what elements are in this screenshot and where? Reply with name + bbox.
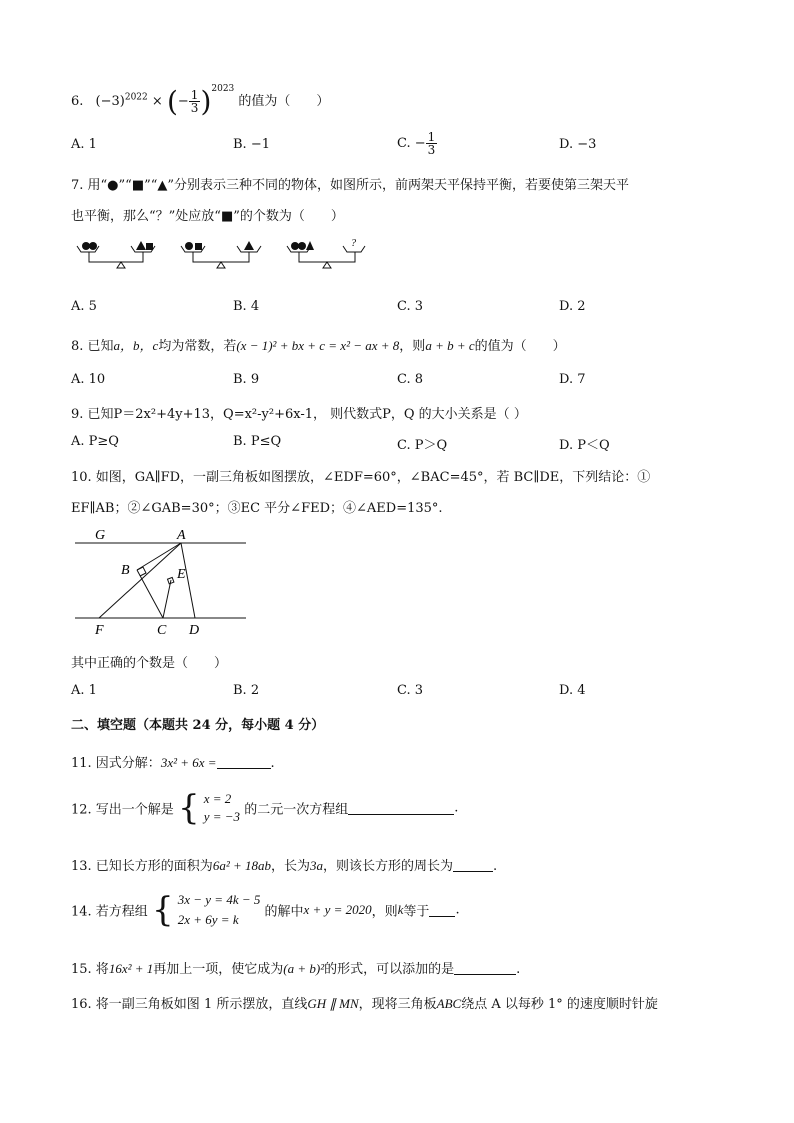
q7-option-c: C. 3 — [397, 299, 424, 314]
q6-option-d: D. −3 — [559, 137, 597, 152]
q8-option-b: B. 9 — [233, 372, 260, 387]
question-11: 11. 因式分解：3x² + 6x = . — [71, 755, 275, 771]
q14-answer-blank[interactable] — [429, 904, 455, 917]
q10-geometry-figure — [71, 524, 251, 639]
question-16: 16. 将一副三角板如图 1 所示摆放，直线GH ∥ MN，现将三角板ABC绕点 A 以每秒 1° 的速度顺时针旋 — [71, 996, 658, 1012]
q7-line2: 也平衡，那么“？”处应放“■”的个数为（ ） — [71, 209, 344, 224]
question-8: 8. 已知a，b，c均为常数，若(x − 1)² + bx + c = x² − ax + 8，则a + b + c的值为（ ） — [71, 338, 566, 354]
q7-option-a: A. 5 — [71, 299, 97, 314]
q10-line2: EF∥AB；②∠GAB=30°；③EC 平分∠FED；④∠AED=135°. — [71, 501, 443, 516]
q7-option-d: D. 2 — [559, 299, 586, 314]
q6-fraction: $\frac{1}{3}$ — [190, 88, 199, 115]
question-9: 9. 已知P＝2x²+4y+13，Q=x²-y²+6x-1， 则代数式P，Q 的大小关系是（ ） — [71, 407, 527, 422]
question-12: 12. 写出一个解是 { x = 2 y = −3 的二元一次方程组 . — [71, 788, 459, 828]
q6-base: (−3) — [95, 94, 125, 109]
q13-answer-blank[interactable] — [453, 859, 493, 872]
label-b: B — [121, 563, 130, 578]
q10-question: 其中正确的个数是（ ） — [71, 656, 228, 671]
label-c: C — [157, 623, 167, 638]
question-15: 15. 将16x² + 1再加上一项，使它成为(a + b)²的形式，可以添加的是 . — [71, 961, 521, 977]
q12-answer-blank[interactable] — [348, 802, 454, 815]
question-13: 13. 已知长方形的面积为6a² + 18ab，长为3a，则该长方形的周长为 . — [71, 858, 498, 874]
q10-option-d: D. 4 — [559, 683, 586, 698]
q8-option-d: D. 7 — [559, 372, 586, 387]
q6-option-a: A. 1 — [71, 137, 97, 152]
q10-option-a: A. 1 — [71, 683, 97, 698]
q8-option-c: C. 8 — [397, 372, 424, 387]
q9-option-c: C. P＞Q — [397, 438, 448, 453]
q9-option-b: B. P≤Q — [233, 434, 282, 449]
q11-answer-blank[interactable] — [217, 756, 271, 769]
q7-option-b: B. 4 — [233, 299, 260, 314]
label-e: E — [177, 567, 186, 582]
q7-question-mark: ? — [351, 238, 356, 249]
q8-option-a: A. 10 — [71, 372, 106, 387]
question-6: 6. $(-3)^{2022}$ × (− $\frac{1}{3}$ )$^{2023}$ 的值为（ ） — [71, 84, 330, 118]
q9-option-a: A. P≥Q — [71, 434, 119, 449]
section-2-title: 二、填空题（本题共 24 分，每小题 4 分） — [71, 718, 325, 733]
q15-answer-blank[interactable] — [454, 962, 516, 975]
label-d: D — [189, 623, 200, 638]
q9-option-d: D. P＜Q — [559, 438, 610, 453]
q6-option-b: B. −1 — [233, 137, 270, 152]
q10-line1: 10. 如图，GA∥FD，一副三角板如图摆放，∠EDF=60°，∠BAC=45°，若 BC∥DE，下列结论：① — [71, 470, 651, 485]
q6-option-c: C. − $\frac{1}{3}$ — [397, 130, 436, 157]
label-g: G — [95, 528, 106, 543]
q7-line1: 7. 用“●”“■”“▲”分别表示三种不同的物体，如图所示，前两架天平保持平衡，若要使第三架天平 — [71, 178, 630, 193]
q10-option-c: C. 3 — [397, 683, 424, 698]
label-a: A — [177, 528, 186, 543]
q7-balance-figure — [71, 236, 371, 276]
label-f: F — [95, 623, 104, 638]
q10-option-b: B. 2 — [233, 683, 260, 698]
question-14: 14. 若方程组 { 3x − y = 4k − 5 2x + 6y = k 的解中x + y = 2020，则k等于 . — [71, 890, 460, 930]
